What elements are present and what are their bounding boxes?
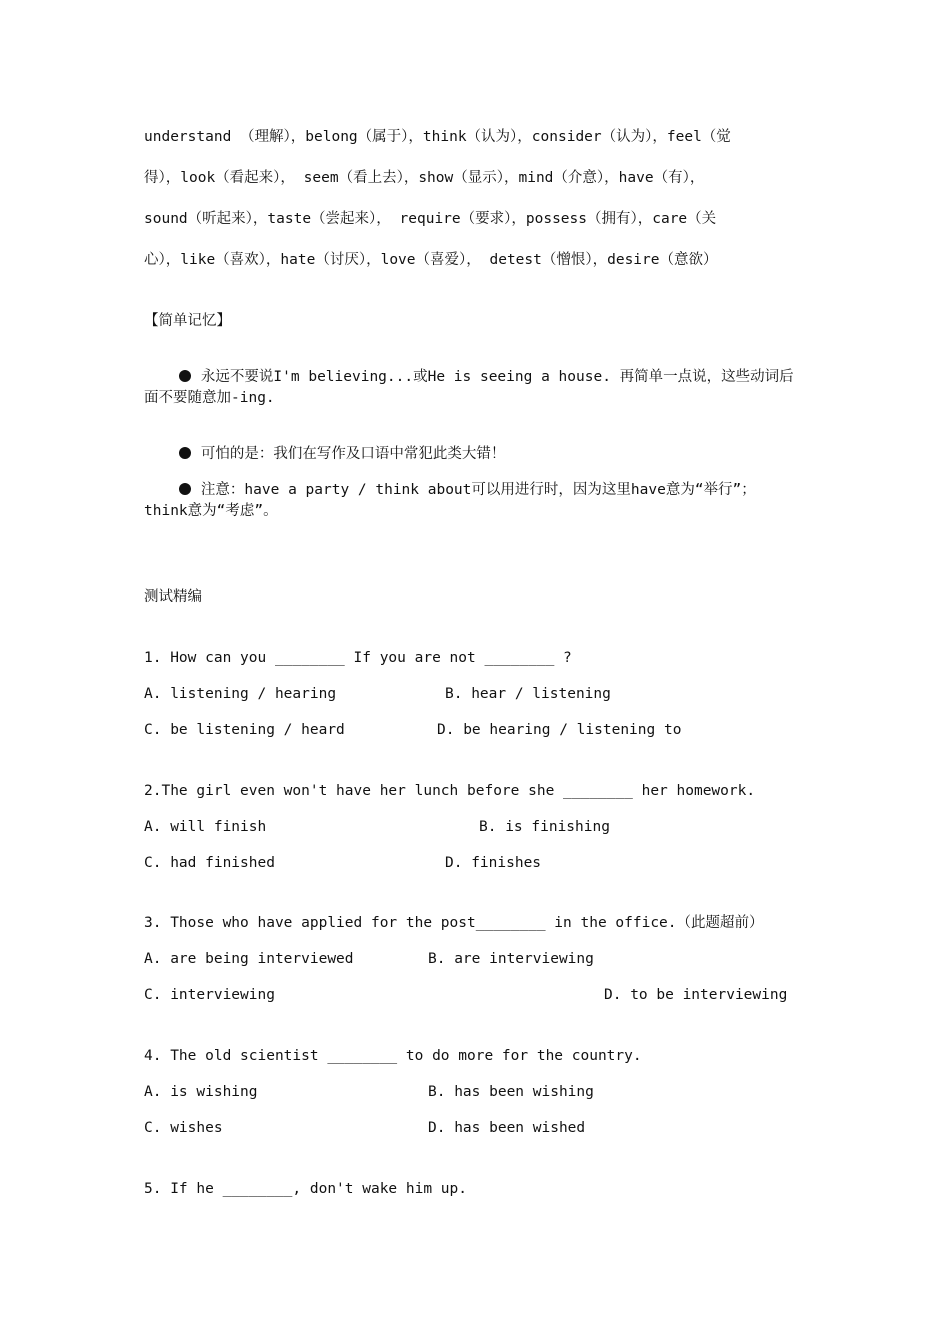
bullet-text: 注意：have a party / think about可以用进行时，因为这里have意为“举行”；	[200, 482, 756, 498]
option-a: A. are being interviewed	[144, 951, 354, 967]
option-b: B. are interviewing	[428, 951, 594, 967]
option-b: B. is finishing	[479, 819, 610, 835]
bullet-continuation: 面不要随意加-ing.	[144, 390, 275, 406]
bullet-continuation: think意为“考虑”。	[144, 503, 278, 519]
option-c: C. interviewing	[144, 987, 275, 1003]
option-c: C. had finished	[144, 855, 275, 871]
intro-line: 心），like（喜欢），hate（讨厌），love（喜爱）， detest（憎恨），desire（意欲）	[144, 252, 718, 268]
option-b: B. hear / listening	[445, 686, 611, 702]
question-stem: 4. The old scientist ________ to do more for the country.	[144, 1048, 642, 1064]
option-d: D. finishes	[445, 855, 542, 871]
option-a: A. is wishing	[144, 1084, 258, 1100]
option-a: A. listening / hearing	[144, 686, 337, 702]
bullet-icon	[179, 447, 191, 459]
option-b: B. has been wishing	[428, 1084, 594, 1100]
memory-heading: 【简单记忆】	[144, 313, 231, 329]
option-d: D. be hearing / listening to	[437, 722, 682, 738]
question-stem: 2.The girl even won't have her lunch before she ________ her homework.	[144, 783, 756, 799]
question-stem: 3. Those who have applied for the post________ in the office.（此题超前）	[144, 915, 764, 931]
intro-line: understand （理解），belong（属于），think（认为），consider（认为），feel（觉	[144, 129, 731, 145]
intro-line: sound（听起来），taste（尝起来）， require（要求），possess（拥有），care（关	[144, 211, 717, 227]
test-heading: 测试精编	[144, 589, 202, 605]
option-c: C. wishes	[144, 1120, 223, 1136]
bullet-text: 可怕的是：我们在写作及口语中常犯此类大错！	[200, 446, 506, 462]
intro-line: 得），look（看起来）， seem（看上去），show（显示），mind（介意），have（有），	[144, 170, 705, 186]
bullet-icon	[179, 483, 191, 495]
option-d: D. to be interviewing	[604, 987, 788, 1003]
bullet-text: 永远不要说I'm believing...或He is seeing a house. 再简单一点说，这些动词后	[200, 369, 794, 385]
option-c: C. be listening / heard	[144, 722, 345, 738]
bullet-icon	[179, 370, 191, 382]
question-stem: 1. How can you ________ If you are not ________ ?	[144, 650, 572, 666]
option-d: D. has been wished	[428, 1120, 586, 1136]
option-a: A. will finish	[144, 819, 267, 835]
question-stem: 5. If he ________, don't wake him up.	[144, 1181, 468, 1197]
